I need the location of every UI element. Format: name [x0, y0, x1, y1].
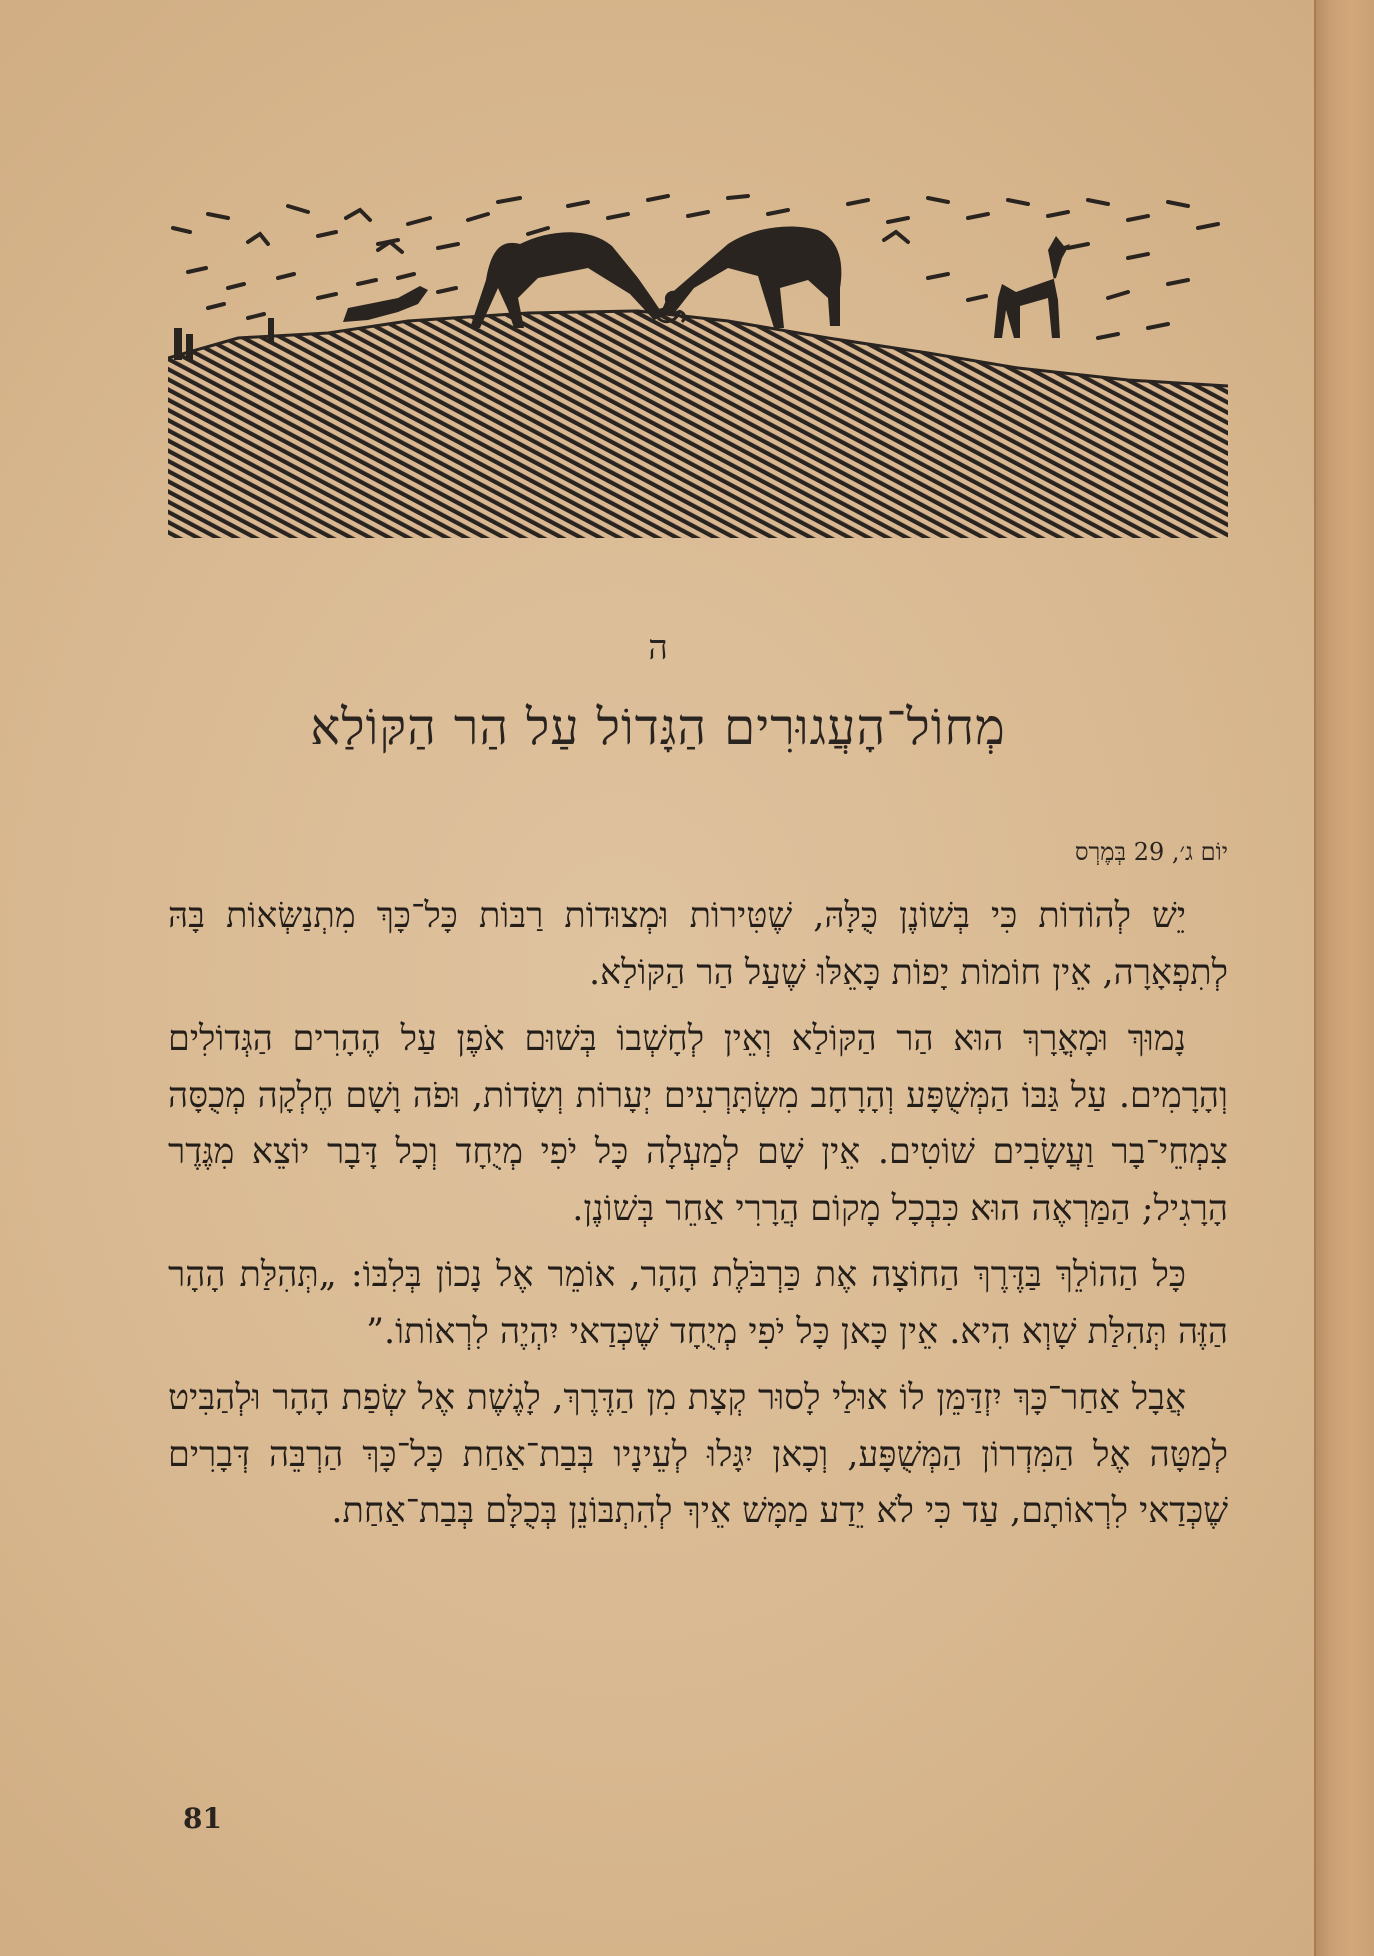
- deer-hill-illustration: [168, 188, 1228, 538]
- chapter-title: מְחוֹל־הָעֲגוּרִים הַגָּדוֹל עַל הַר הַקּוֹלַא: [310, 698, 1006, 756]
- page-edge: [1314, 0, 1374, 1956]
- small-animal-silhouette: [343, 286, 428, 322]
- body-text: [168, 888, 1228, 1550]
- hill-shape: [168, 311, 1228, 538]
- fawn-silhouette: [994, 236, 1070, 338]
- paragraph: אֲבָל אַחַר־כָּךְ יִזְדַּמֵּן לוֹ אוּלַי לָסוּר קְצָת מִן הַדֶּרֶךְ, לָגֶשֶׁת אֶל שְׂפַת הָהָר וּלְהַבִּיט לְמַטָּה אֶל הַמִּדְרוֹן הַמְּשֻׁפָּע, וְכָאן יִגָּלוּ לְעֵינָיו בְּבַת־אַחַת כָּל־כָּךְ הַרְבֵּה דְּבָרִים שֶׁכְּדַאי לִרְאוֹתָם, עַד כִּי לֹא יֵדַע מַמָּשׁ אֵיךְ לְהִתְבּוֹנֵן בְּכֻלָּם בְּבַת־אַחַת.: [168, 1378, 1228, 1531]
- chapter-letter: ה: [648, 628, 668, 668]
- date-line: יוֹם ג׳, 29 בְּמֶרְס: [1074, 838, 1228, 866]
- paragraph: יֵשׁ לְהוֹדוֹת כִּי בְּשׁוֹנֶן כֻּלָּהּ, שֶׁטִּירוֹת וּמְצוּדוֹת רַבּוֹת כָּל־כָּךְ מִתְנַשְּׂאוֹת בָּהּ לְתִפְאָרָה, אֵין חוֹמוֹת יָפוֹת כָּאֵלּוּ שֶׁעַל הַר הַקּוֹלַא.: [168, 896, 1228, 993]
- page-number: 81: [183, 1802, 222, 1835]
- paragraph: כָּל הַהוֹלֵךְ בַּדֶּרֶךְ הַחוֹצָה אֶת כַּרְבֹּלֶת הָהָר, אוֹמֵר אֶל נָכוֹן בְּלִבּוֹ: „תְּהִלַּת הָהָר הַזֶּה תְּהִלַּת שָׁוְא הִיא. אֵין כָּאן כָּל יֹפִי מְיֻחָד שֶׁכְּדַאי יִהְיֶה לִרְאוֹתוֹ.”: [168, 1255, 1228, 1352]
- paragraph: נָמוּךְ וּמָאֳרָךְ הוּא הַר הַקּוֹלַא וְאֵין לְחָשְׁבוֹ בְּשׁוּם אֹפֶן עַל הֶהָרִים הַגְּדוֹלִים וְהָרָמִים. עַל גַּבּוֹ הַמְּשֻׁפָּע וְהָרָחָב מִשְׂתָּרְעִים יְעָרוֹת וְשָׂדוֹת, וּפֹה וָשָׁם חֶלְקָה מְכֻסָּה צִמְחֵי־בָר וַעֲשָׂבִים שׁוֹטִים. אֵין שָׁם לְמַעְלָה כָּל יֹפִי מְיֻחָד וְכָל דָּבָר יוֹצֵא מִגֶּדֶר הָרָגִיל; הַמַּרְאֶה הוּא כִּבְכָל מָקוֹם הֲרָרִי אַחֵר בְּשׁוֹנֶן.: [168, 1019, 1228, 1229]
- deer-right-silhouette: [660, 226, 841, 328]
